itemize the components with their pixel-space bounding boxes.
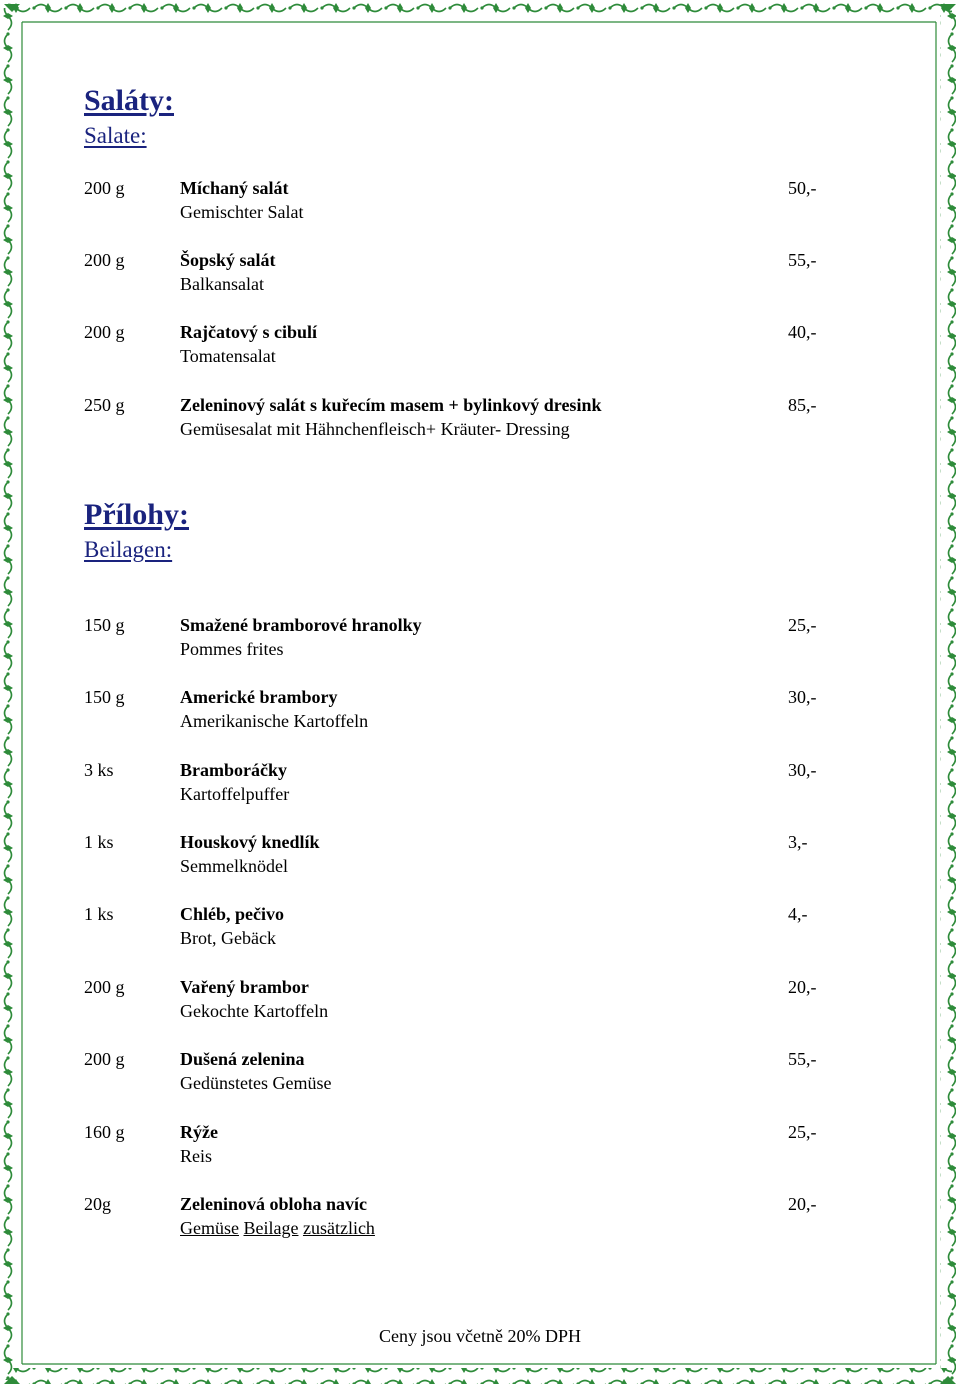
item-price: 55,- [788, 250, 817, 270]
item-translation: Amerikanische Kartoffeln [180, 711, 369, 731]
item-price: 25,- [788, 1122, 817, 1142]
item-name: Americké brambory [180, 687, 338, 707]
item-price: 20,- [788, 977, 817, 997]
item-quantity: 20g [84, 1194, 111, 1214]
item-name: Míchaný salát [180, 178, 289, 198]
item-name: Houskový knedlík [180, 832, 320, 852]
item-translation: Balkansalat [180, 274, 264, 294]
vat-note: Ceny jsou včetně 20% DPH [379, 1326, 581, 1346]
item-quantity: 200 g [84, 178, 125, 198]
item-quantity: 200 g [84, 250, 125, 270]
item-price: 25,- [788, 615, 817, 635]
item-translation: Pommes frites [180, 639, 284, 659]
item-translation: Brot, Gebäck [180, 928, 276, 948]
item-name: Zeleninová obloha navíc [180, 1194, 368, 1214]
item-price: 3,- [788, 832, 808, 852]
item-translation: Semmelknödel [180, 856, 288, 876]
translation-word: Gemüse [180, 1218, 239, 1238]
menu-item [84, 320, 844, 368]
item-quantity: 200 g [84, 977, 125, 997]
item-translation: Gemischter Salat [180, 202, 304, 222]
menu-item [84, 758, 844, 806]
item-quantity: 150 g [84, 687, 125, 707]
menu-item [84, 248, 844, 296]
menu-item [84, 393, 844, 441]
menu-item [84, 1192, 844, 1240]
item-price: 20,- [788, 1194, 817, 1214]
item-quantity: 160 g [84, 1122, 125, 1142]
item-translation: Reis [180, 1146, 213, 1166]
item-quantity: 1 ks [84, 904, 114, 924]
item-price: 40,- [788, 322, 817, 342]
salads-title: Saláty: [84, 84, 174, 117]
item-price: 85,- [788, 395, 817, 415]
item-quantity: 250 g [84, 395, 125, 415]
item-price: 30,- [788, 760, 817, 780]
item-name: Rýže [180, 1122, 218, 1142]
menu-item [84, 1120, 844, 1168]
item-price: 50,- [788, 178, 817, 198]
item-translation: Kartoffelpuffer [180, 784, 290, 804]
item-translation: Gedünstetes Gemüse [180, 1073, 332, 1093]
item-translation: Gekochte Kartoffeln [180, 1001, 329, 1021]
item-name: Zeleninový salát s kuřecím masem + bylinkový dresink [180, 395, 602, 415]
translation-word: Beilage [243, 1218, 299, 1238]
salads-subtitle: Salate: [84, 123, 147, 148]
item-quantity: 200 g [84, 322, 125, 342]
translation-word: zusätzlich [302, 1218, 375, 1238]
item-quantity: 1 ks [84, 832, 114, 852]
item-name: Dušená zelenina [180, 1049, 305, 1069]
item-translation: Gemüsesalat mit Hähnchenfleisch+ Kräuter- Dressing [180, 419, 570, 439]
menu-item [84, 1047, 844, 1095]
item-name: Šopský salát [180, 250, 276, 270]
item-name: Chléb, pečivo [180, 904, 285, 924]
item-name: Rajčatový s cibulí [180, 322, 317, 342]
item-name: Smažené bramborové hranolky [180, 615, 422, 635]
menu-item [84, 975, 844, 1023]
item-name: Bramboráčky [180, 760, 287, 780]
item-price: 4,- [788, 904, 808, 924]
item-translation: Tomatensalat [180, 346, 276, 366]
menu-item [84, 176, 844, 224]
sides-title: Přílohy: [84, 498, 189, 531]
item-translation [180, 1216, 375, 1240]
menu-item [84, 902, 844, 950]
item-quantity: 200 g [84, 1049, 125, 1069]
sides-subtitle: Beilagen: [84, 537, 173, 562]
menu-item [84, 685, 844, 733]
menu-item [84, 613, 844, 661]
item-quantity: 3 ks [84, 760, 114, 780]
item-price: 30,- [788, 687, 817, 707]
item-price: 55,- [788, 1049, 817, 1069]
item-quantity: 150 g [84, 615, 125, 635]
item-name: Vařený brambor [180, 977, 309, 997]
menu-item [84, 830, 844, 878]
